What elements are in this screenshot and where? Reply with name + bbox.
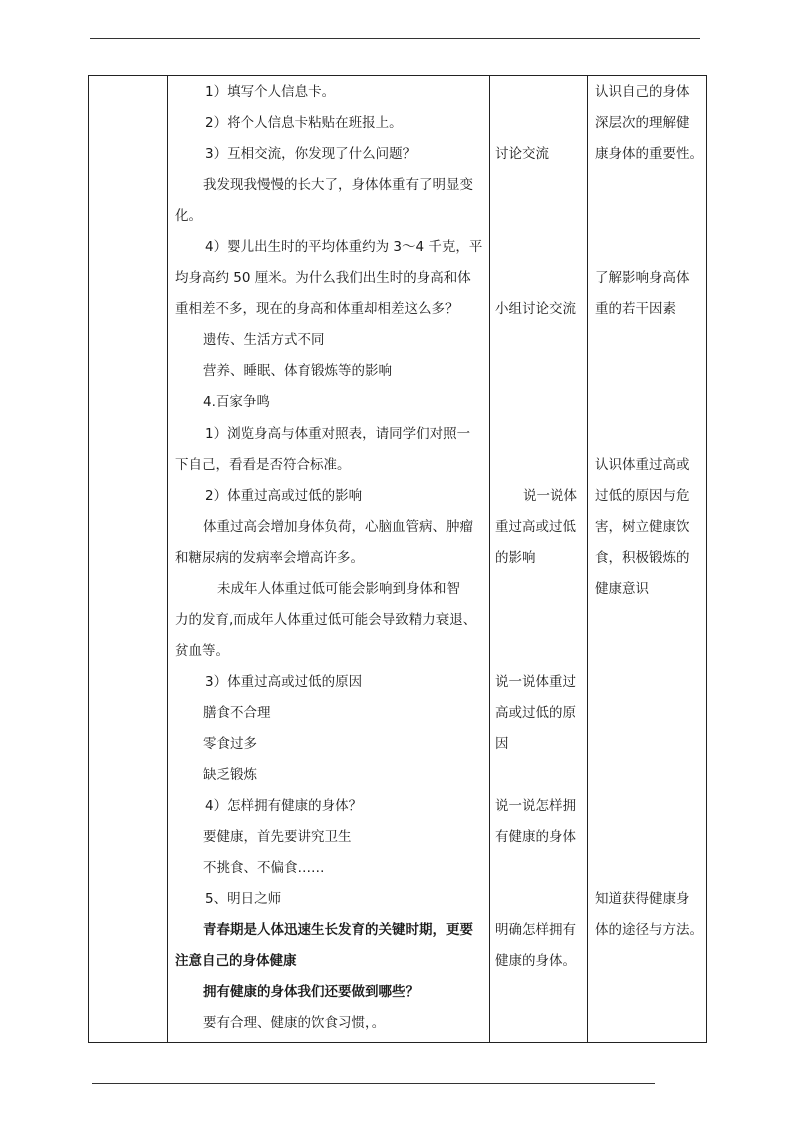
activity-line: 说一说体 [523, 488, 577, 504]
activity-line: 的影响 [495, 550, 536, 566]
content-line: 未成年人体重过低可能会影响到身体和智 [217, 581, 460, 597]
activity-line: 重过高或过低 [495, 519, 576, 535]
intent-line: 健康意识 [595, 581, 649, 597]
content-line: 2）将个人信息卡粘贴在班报上。 [205, 115, 403, 131]
intent-line: 康身体的重要性。 [595, 146, 703, 162]
activity-line: 讨论交流 [495, 146, 549, 162]
content-line: 营养、睡眠、体育锻炼等的影响 [203, 363, 392, 379]
content-line: 3）体重过高或过低的原因 [205, 674, 363, 690]
column-divider [489, 76, 490, 1042]
content-line: 化。 [175, 208, 202, 224]
content-line: 青春期是人体迅速生长发育的关键时期，更要 [203, 922, 473, 938]
content-line: 均身高约 50 厘米。为什么我们出生时的身高和体 [175, 270, 471, 286]
content-line: 贫血等。 [175, 643, 229, 659]
content-line: 4）怎样拥有健康的身体？ [205, 798, 363, 814]
activity-line: 说一说怎样拥 [495, 798, 576, 814]
intent-line: 过低的原因与危 [595, 488, 690, 504]
footer-rule [92, 1083, 655, 1084]
intent-line: 知道获得健康身 [595, 891, 690, 907]
activity-line: 因 [495, 736, 509, 752]
activity-line: 健康的身体。 [495, 953, 576, 969]
content-line: 我发现我慢慢的长大了，身体体重有了明显变 [203, 177, 473, 193]
content-line: 注意自己的身体健康 [175, 953, 297, 969]
intent-line: 认识体重过高或 [595, 457, 690, 473]
intent-line: 食，积极锻炼的 [595, 550, 690, 566]
content-line: 零食过多 [203, 736, 257, 752]
content-line: 5、明日之师 [205, 891, 282, 907]
content-line: 1）填写个人信息卡。 [205, 84, 336, 100]
intent-line: 重的若干因素 [595, 301, 676, 317]
activity-line: 有健康的身体 [495, 829, 576, 845]
activity-line: 明确怎样拥有 [495, 922, 576, 938]
content-line: 重相差不多，现在的身高和体重却相差这么多？ [175, 301, 459, 317]
content-line: 不挑食、不偏食…… [203, 860, 325, 876]
intent-line: 体的途径与方法。 [595, 922, 703, 938]
content-line: 4）婴儿出生时的平均体重约为 3～4 千克，平 [205, 239, 483, 255]
header-rule [90, 38, 700, 39]
content-line: 力的发育,而成年人体重过低可能会导致精力衰退、 [175, 612, 477, 628]
intent-line: 害，树立健康饮 [595, 519, 690, 535]
content-line: 和糖尿病的发病率会增高许多。 [175, 550, 364, 566]
content-line: 膳食不合理 [203, 705, 271, 721]
intent-line: 认识自己的身体 [595, 84, 690, 100]
content-line: 4.百家争鸣 [203, 394, 270, 410]
intent-line: 了解影响身高体 [595, 270, 690, 286]
content-line: 体重过高会增加身体负荷，心脑血管病、肿瘤 [203, 519, 473, 535]
lesson-table [88, 75, 707, 1043]
activity-line: 说一说体重过 [495, 674, 576, 690]
activity-line: 小组讨论交流 [495, 301, 576, 317]
column-divider [587, 76, 588, 1042]
content-line: 要有合理、健康的饮食习惯，。 [203, 1015, 386, 1031]
content-line: 要健康，首先要讲究卫生 [203, 829, 352, 845]
content-line: 下自己，看看是否符合标准。 [175, 457, 351, 473]
activity-line: 高或过低的原 [495, 705, 576, 721]
intent-line: 深层次的理解健 [595, 115, 690, 131]
content-line: 1）浏览身高与体重对照表，请同学们对照一 [205, 426, 471, 442]
content-line: 3）互相交流，你发现了什么问题？ [205, 146, 417, 162]
content-line: 2）体重过高或过低的影响 [205, 488, 363, 504]
content-line: 缺乏锻炼 [203, 767, 257, 783]
column-divider [167, 76, 168, 1042]
content-line: 拥有健康的身体我们还要做到哪些？ [203, 984, 419, 1000]
content-line: 遗传、生活方式不同 [203, 332, 325, 348]
